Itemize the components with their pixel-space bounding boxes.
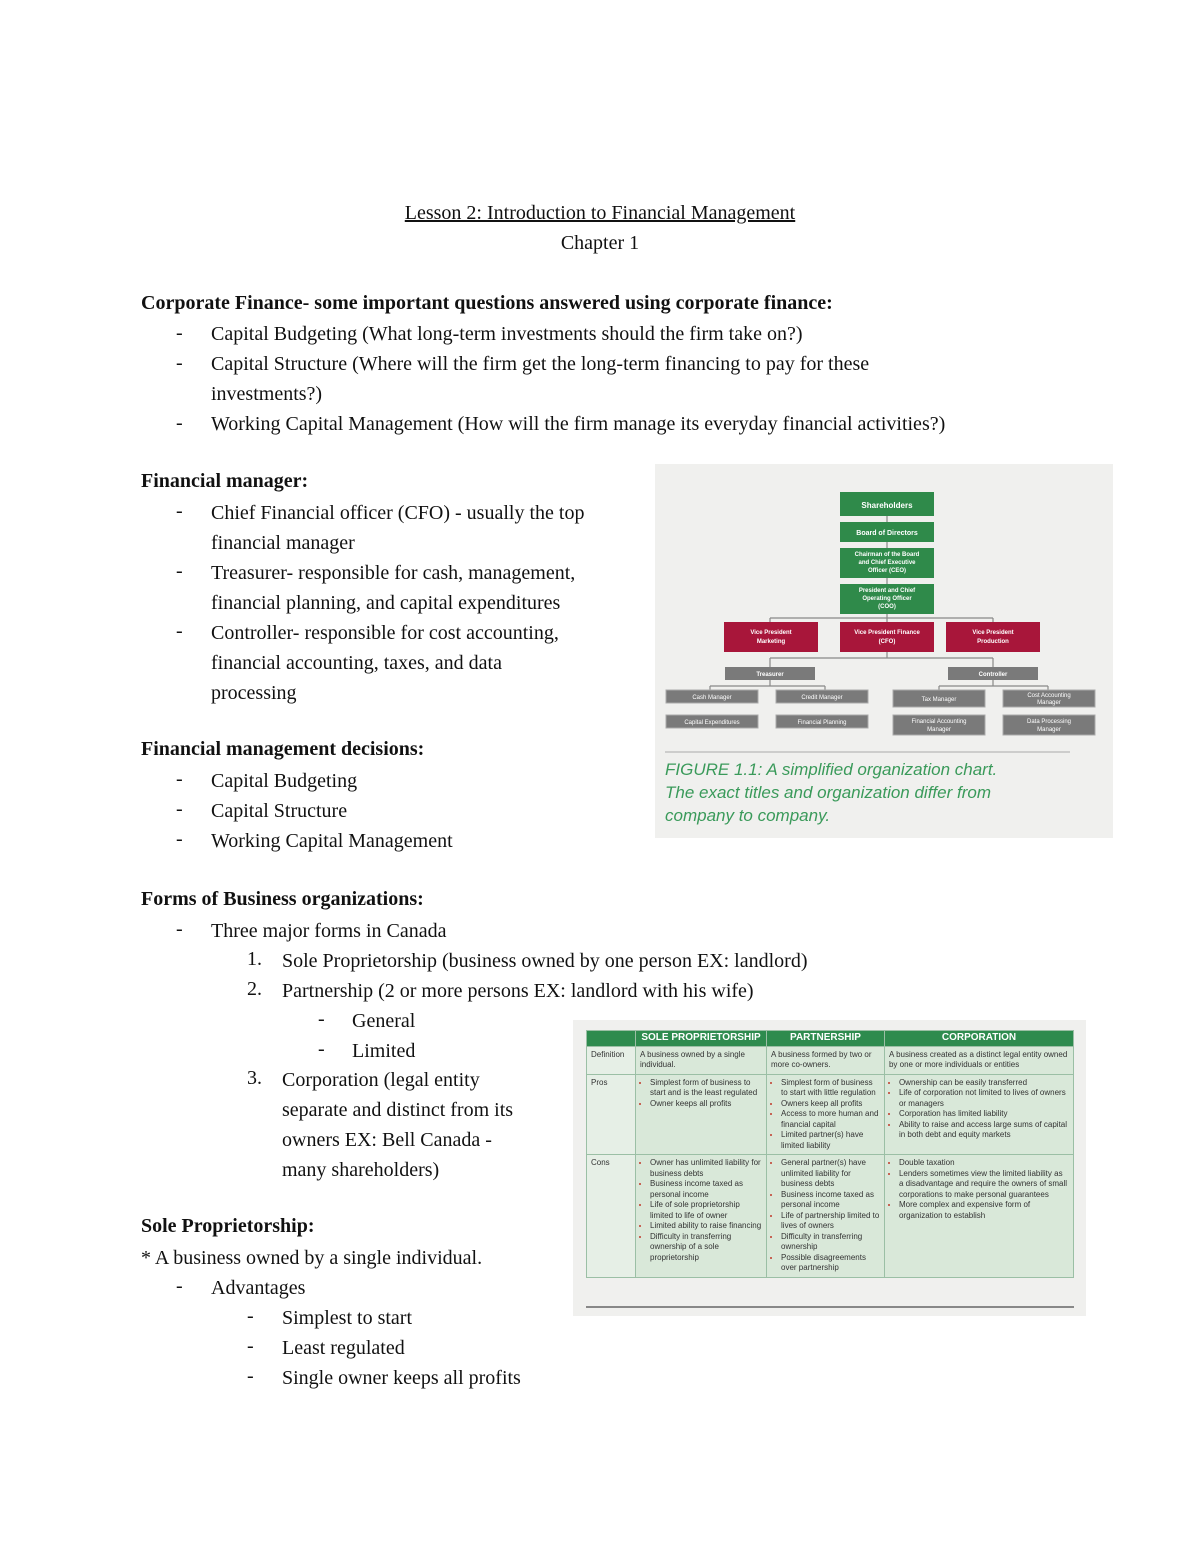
list-item: Working Capital Management (How will the firm manage its everyday financial activities?) xyxy=(211,413,946,435)
cell-bullet: • Simplest form of business to start with little regulation xyxy=(781,1078,880,1099)
list-item: Three major forms in Canada xyxy=(211,920,447,942)
financial-manager-heading: Financial manager: xyxy=(141,470,309,492)
list-item: Advantages xyxy=(211,1277,306,1299)
cell-text: A business owned by a single individual. xyxy=(640,1049,745,1069)
cell-bullet: • Limited ability to raise financing xyxy=(650,1221,762,1232)
business-forms-table xyxy=(586,1030,1074,1278)
page-title: Lesson 2: Introduction to Financial Management xyxy=(404,202,796,224)
table-cell xyxy=(884,1155,1073,1278)
bullet-dash: - xyxy=(176,768,183,790)
cell-bullet: • Lenders sometimes view the limited liability as a disadvantage and require the owners of small corporations to make personal guarantees xyxy=(899,1169,1069,1201)
cell-bullet: • Difficulty in transferring ownership xyxy=(781,1232,880,1253)
list-item: Chief Financial officer (CFO) - usually the top xyxy=(211,502,585,524)
cell-bullet: • General partner(s) have unlimited liability for business debts xyxy=(781,1158,880,1190)
node-vp-production-line1: Vice President xyxy=(972,630,1014,636)
node-vp-marketing-line1: Vice President xyxy=(750,630,792,636)
node-chairman-line1: Chairman of the Board xyxy=(854,552,920,558)
list-item: Capital Structure (Where will the firm get the long-term financing to pay for these xyxy=(211,353,870,375)
table-cell xyxy=(636,1046,767,1074)
cell-bullet: • Owner keeps all profits xyxy=(650,1099,762,1110)
node-vp-finance-line2: (CFO) xyxy=(878,639,896,645)
cell-bullet-list xyxy=(640,1078,762,1110)
org-chart-diagram xyxy=(655,464,1113,754)
node-vp-marketing-line2: Marketing xyxy=(756,639,786,645)
decisions-heading: Financial management decisions: xyxy=(141,738,425,760)
cell-bullet: • Owner has unlimited liability for business debts xyxy=(650,1158,762,1179)
cell-bullet: • Corporation has limited liability xyxy=(899,1109,1069,1120)
cell-bullet: • Limited partner(s) have limited liability xyxy=(781,1130,880,1151)
figure-caption-line: The exact titles and organization differ from xyxy=(665,783,991,802)
list-item: General xyxy=(352,1010,416,1032)
list-item: Single owner keeps all profits xyxy=(282,1367,521,1389)
list-item: Partnership (2 or more persons EX: landlord with his wife) xyxy=(282,980,754,1002)
cell-bullet-list xyxy=(889,1158,1069,1221)
list-item: financial planning, and capital expenditures xyxy=(211,592,561,614)
list-item: Working Capital Management xyxy=(211,830,453,852)
node-controller-label: Controller xyxy=(978,672,1008,678)
node-president-line1: President and Chief xyxy=(858,588,916,594)
figure-caption xyxy=(665,758,1105,827)
table-row-label: Cons xyxy=(587,1155,636,1278)
node-financial-planning-label: Financial Planning xyxy=(797,720,847,726)
node-data-processing-line2: Manager xyxy=(1037,727,1061,733)
sole-prop-definition: * A business owned by a single individual. xyxy=(141,1247,483,1269)
cell-bullet: • Simplest form of business to start and is the least regulated xyxy=(650,1078,762,1099)
table-header-cell: CORPORATION xyxy=(884,1031,1073,1047)
node-vp-production-line2: Production xyxy=(977,639,1009,645)
node-credit-manager-label: Credit Manager xyxy=(801,695,843,701)
table-header-cell xyxy=(587,1031,636,1047)
table-row-label: Pros xyxy=(587,1074,636,1155)
list-item: Least regulated xyxy=(282,1337,405,1359)
node-board-label: Board of Directors xyxy=(856,530,918,537)
node-financial-accounting-line1: Financial Accounting xyxy=(911,719,967,725)
node-vp-production xyxy=(946,622,1040,652)
table-body xyxy=(587,1046,1074,1277)
cell-bullet: • Difficulty in transferring ownership of a sole proprietorship xyxy=(650,1232,762,1264)
table-bottom-rule xyxy=(586,1306,1074,1308)
cell-bullet: • Double taxation xyxy=(899,1158,1069,1169)
bullet-dash: - xyxy=(176,560,183,582)
node-vp-finance xyxy=(840,622,934,652)
table-row xyxy=(587,1155,1074,1278)
list-number: 1. xyxy=(247,948,262,970)
node-treasurer-label: Treasurer xyxy=(756,672,784,678)
corporate-finance-heading: Corporate Finance- some important questions answered using corporate finance: xyxy=(141,292,833,314)
list-item: Treasurer- responsible for cash, management, xyxy=(211,562,576,584)
figure-caption-line: FIGURE 1.1: A simplified organization chart. xyxy=(665,760,998,779)
cell-bullet: • More complex and expensive form of organization to establish xyxy=(899,1200,1069,1221)
cell-bullet: • Access to more human and financial capital xyxy=(781,1109,880,1130)
org-chart-figure xyxy=(655,464,1113,838)
table-header-cell: SOLE PROPRIETORSHIP xyxy=(636,1031,767,1047)
bullet-dash: - xyxy=(247,1335,254,1357)
node-chairman-line2: and Chief Executive xyxy=(858,560,916,566)
cell-bullet: • Business income taxed as personal income xyxy=(781,1190,880,1211)
node-tax-manager-label: Tax Manager xyxy=(921,697,957,703)
cell-bullet: • Possible disagreements over partnership xyxy=(781,1253,880,1274)
list-item: financial accounting, taxes, and data xyxy=(211,652,502,674)
table-header-row xyxy=(587,1031,1074,1047)
table-header-cell: PARTNERSHIP xyxy=(767,1031,885,1047)
list-item: Controller- responsible for cost accounting, xyxy=(211,622,559,644)
node-president-line2: Operating Officer xyxy=(862,596,912,602)
list-item: Capital Structure xyxy=(211,800,348,822)
cell-text: A business formed by two or more co-owners. xyxy=(771,1049,872,1069)
cell-bullet-list xyxy=(771,1158,880,1274)
cell-text: A business created as a distinct legal entity owned by one or more individuals or entities xyxy=(888,1049,1068,1069)
bullet-dash: - xyxy=(176,412,183,434)
table-cell xyxy=(767,1155,885,1278)
table-row xyxy=(587,1046,1074,1074)
list-item: financial manager xyxy=(211,532,355,554)
bullet-dash: - xyxy=(318,1038,325,1060)
cell-bullet: • Business income taxed as personal income xyxy=(650,1179,762,1200)
list-item: Capital Budgeting (What long-term investments should the firm take on?) xyxy=(211,323,803,345)
list-item: processing xyxy=(211,682,297,704)
table-cell xyxy=(767,1074,885,1155)
bullet-dash: - xyxy=(176,620,183,642)
table-row-label: Definition xyxy=(587,1046,636,1074)
business-forms-table-figure xyxy=(573,1020,1086,1316)
table-cell xyxy=(767,1046,885,1074)
cell-bullet: • Life of sole proprietorship limited to life of owner xyxy=(650,1200,762,1221)
node-data-processing-line1: Data Processing xyxy=(1026,719,1072,725)
cell-bullet: • Life of partnership limited to lives of owners xyxy=(781,1211,880,1232)
table-cell xyxy=(884,1046,1073,1074)
list-item: Capital Budgeting xyxy=(211,770,358,792)
list-item: separate and distinct from its xyxy=(282,1099,514,1121)
cell-bullet-list xyxy=(640,1158,762,1263)
node-chairman-line3: Officer (CEO) xyxy=(867,568,907,574)
list-item: owners EX: Bell Canada - xyxy=(282,1129,492,1151)
table-cell xyxy=(636,1074,767,1155)
node-shareholders-label: Shareholders xyxy=(861,501,913,510)
cell-bullet-list xyxy=(889,1078,1069,1141)
node-capital-expenditures-label: Capital Expenditures xyxy=(684,720,740,726)
cell-bullet: • Ownership can be easily transferred xyxy=(899,1078,1069,1089)
node-vp-finance-line1: Vice President Finance xyxy=(854,630,920,636)
node-cash-manager-label: Cash Manager xyxy=(692,695,732,701)
bullet-dash: - xyxy=(247,1305,254,1327)
bullet-dash: - xyxy=(176,1275,183,1297)
bullet-dash: - xyxy=(176,798,183,820)
forms-heading: Forms of Business organizations: xyxy=(141,888,424,910)
node-vp-marketing xyxy=(724,622,818,652)
cell-bullet: • Ability to raise and access large sums of capital in both debt and equity markets xyxy=(899,1120,1069,1141)
list-item: Sole Proprietorship (business owned by one person EX: landlord) xyxy=(282,950,808,972)
bullet-dash: - xyxy=(318,1008,325,1030)
table-row xyxy=(587,1074,1074,1155)
bullet-dash: - xyxy=(176,828,183,850)
list-item: Corporation (legal entity xyxy=(282,1069,480,1091)
sole-prop-heading: Sole Proprietorship: xyxy=(141,1215,315,1237)
bullet-dash: - xyxy=(176,352,183,374)
list-item: investments?) xyxy=(211,383,323,405)
list-item: many shareholders) xyxy=(282,1159,440,1181)
list-item: Limited xyxy=(352,1040,416,1062)
cell-bullet-list xyxy=(771,1078,880,1152)
node-financial-accounting-line2: Manager xyxy=(927,727,951,733)
list-item: Simplest to start xyxy=(282,1307,412,1329)
list-number: 2. xyxy=(247,978,262,1000)
page-subtitle: Chapter 1 xyxy=(560,232,640,254)
list-number: 3. xyxy=(247,1067,262,1089)
cell-bullet: • Life of corporation not limited to lives of owners or managers xyxy=(899,1088,1069,1109)
cell-bullet: • Owners keep all profits xyxy=(781,1099,880,1110)
table-cell xyxy=(636,1155,767,1278)
bullet-dash: - xyxy=(247,1365,254,1387)
node-president-line3: (COO) xyxy=(878,604,896,610)
bullet-dash: - xyxy=(176,918,183,940)
bullet-dash: - xyxy=(176,322,183,344)
bullet-dash: - xyxy=(176,500,183,522)
node-cost-accounting-line2: Manager xyxy=(1037,700,1061,706)
node-cost-accounting-line1: Cost Accounting xyxy=(1027,693,1071,699)
table-cell xyxy=(884,1074,1073,1155)
figure-caption-line: company to company. xyxy=(665,806,831,825)
